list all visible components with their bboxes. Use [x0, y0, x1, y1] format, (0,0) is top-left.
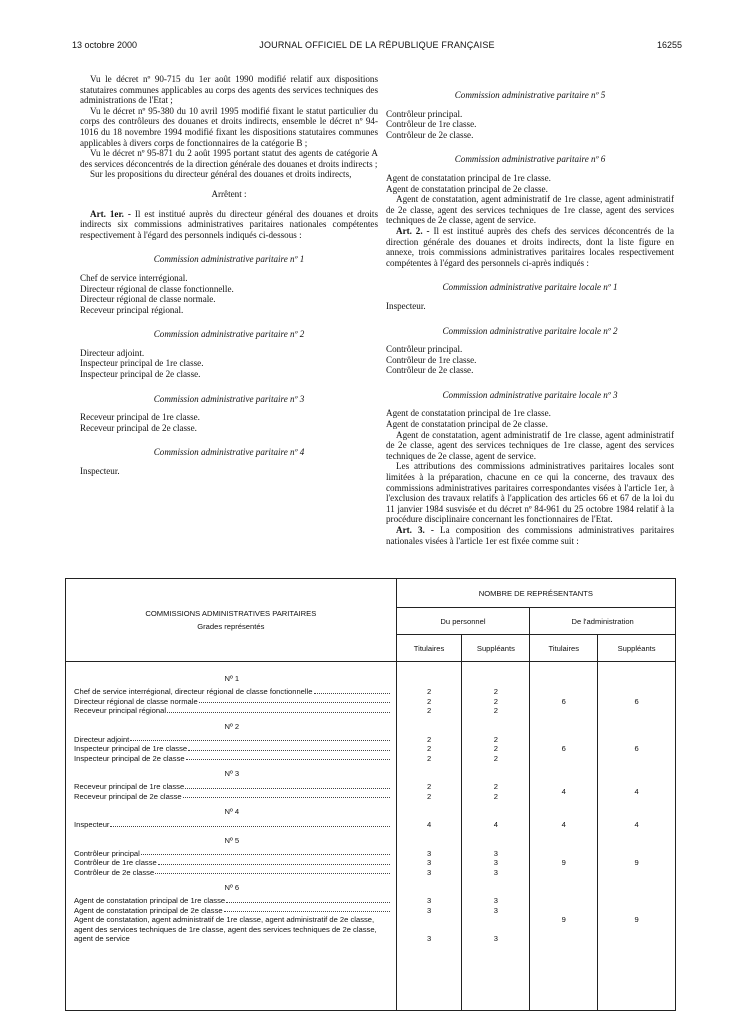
- commission-heading: Commission administrative paritaire locale nº 3: [442, 389, 618, 400]
- commission-grade-item: Receveur principal de 2e classe.: [80, 422, 197, 433]
- commission-grade-item: Agent de constatation principal de 1re classe.: [386, 408, 551, 419]
- article-1: [80, 209, 378, 241]
- table-value: 3: [493, 867, 499, 877]
- article-3: [386, 525, 674, 546]
- commission-list: [386, 344, 674, 376]
- article-3-label: Art. 3. -: [396, 525, 434, 535]
- commission-grade-item: Contrôleur principal.: [386, 344, 463, 355]
- table-grade-row: [74, 706, 390, 716]
- commission-grade-item: Directeur régional de classe fonctionnelle.: [80, 283, 234, 294]
- visa-paragraph: Vu le décret nº 90-715 du 1er août 1990 modifié relatif aux dispositions statutaires communes applicables au corps des agents des services techniques des administrations de l'Etat ;: [80, 74, 378, 106]
- visa-paragraph: Sur les propositions du directeur général des douanes et droits indirects,: [90, 169, 352, 180]
- table-header-title: COMMISSIONS ADMINISTRATIVES PARITAIRES: [145, 609, 317, 618]
- header-page-number: 16255: [656, 40, 682, 50]
- article-2: [386, 226, 674, 268]
- table-grade-row: [74, 754, 390, 764]
- article-3-text: La composition des commissions administratives paritaires nationales visées à l'article 1er est fixée comme suit :: [386, 525, 674, 546]
- table-grade-label: Contrôleur principal: [74, 848, 140, 858]
- right-column: [386, 74, 674, 546]
- table-group-title: Nº 5: [224, 835, 240, 845]
- table-col-personnel-titulaires: [396, 662, 462, 1011]
- table-value: 3: [426, 848, 432, 858]
- table-value: 4: [634, 820, 639, 829]
- composition-table: [65, 578, 676, 1011]
- table-grades-cell: [66, 662, 397, 1011]
- table-value: 2: [426, 706, 432, 715]
- commission-grade-item: Directeur adjoint.: [80, 347, 145, 358]
- table-grade-label: Directeur adjoint: [74, 734, 130, 744]
- arretent-heading: Arrêtent :: [211, 188, 247, 199]
- table-group-title: Nº 4: [224, 807, 240, 816]
- article-2-label: Art. 2. -: [396, 225, 430, 236]
- header-date: 13 octobre 2000: [72, 40, 138, 50]
- page-header: [72, 40, 682, 54]
- commission-grade-item: Contrôleur principal.: [386, 108, 463, 119]
- commission-grade-item: Contrôleur de 2e classe.: [386, 129, 474, 140]
- commission-long-item: Agent de constatation, agent administratif de 1re classe, agent administratif de 2e classe, agent des services techniques de 1re classe, agent des services techniques de 2e classe, agent de service.: [386, 429, 674, 461]
- commission-grade-item: Agent de constatation principal de 2e classe.: [386, 419, 548, 430]
- table-value: 4: [561, 820, 566, 829]
- commission-list: [80, 348, 378, 380]
- dot-leader: [155, 868, 389, 875]
- table-header-personnel: Du personnel: [396, 608, 530, 635]
- table-value: 3: [426, 858, 432, 867]
- table-header-administration: De l'administration: [530, 608, 676, 635]
- table-value: 2: [426, 687, 432, 696]
- commission-list: [80, 412, 378, 433]
- table-grade-label: Chef de service interrégional, directeur régional de classe fonctionnelle: [74, 687, 313, 696]
- table-grade-row: [74, 868, 390, 878]
- table-value: 3: [426, 905, 432, 915]
- table-grade-label: Receveur principal régional: [74, 706, 167, 715]
- commission-grade-item: Receveur principal de 1re classe.: [80, 412, 200, 423]
- commission-grade-item: Chef de service interrégional.: [80, 272, 188, 283]
- commission-grade-item: Inspecteur principal de 1re classe.: [80, 358, 204, 369]
- dot-leader: [226, 896, 390, 903]
- commission-list: [386, 109, 674, 141]
- commission-heading: Commission administrative paritaire locale nº 2: [442, 325, 618, 336]
- table-value: 6: [561, 744, 566, 753]
- table-value: 3: [493, 905, 499, 915]
- commission-heading: Commission administrative paritaire nº 6: [454, 154, 606, 165]
- table-col-admin-suppleants: [598, 662, 676, 1011]
- table-header-subtitle: Grades représentés: [197, 622, 265, 631]
- table-value: 2: [493, 687, 499, 696]
- dot-leader: [167, 706, 390, 713]
- commission-grade-item: Inspecteur principal de 2e classe.: [80, 369, 201, 380]
- table-value: 6: [634, 744, 639, 753]
- table-grade-label: Directeur régional de classe normale: [74, 696, 198, 706]
- dot-leader: [224, 906, 390, 913]
- dot-leader: [185, 782, 389, 789]
- table-value: 2: [426, 696, 432, 706]
- article-2-text: Il est institué auprès des chefs des services déconcentrés de la direction générale des douanes et droits indirects, dont la liste figure en annexe, trois commissions administratives paritaires locales respectivement compétentes à l'égard des personnels ci-après indiqués :: [386, 225, 674, 268]
- dot-leader: [110, 820, 389, 827]
- commission-list: [80, 273, 378, 315]
- table-grade-row: [74, 906, 390, 916]
- table-value: 2: [426, 744, 432, 753]
- commission-grade-item: Directeur régional de classe normale.: [80, 294, 216, 305]
- table-group-title: Nº 3: [224, 769, 240, 778]
- dot-leader: [314, 687, 390, 694]
- commission-grade-item: Contrôleur de 2e classe.: [386, 365, 474, 376]
- commission-long-item: Agent de constatation, agent administratif de 1re classe, agent administratif de 2e classe, agent des services techniques de 1re classe, agent des services techniques de 2e classe, agent de service.: [386, 194, 674, 226]
- table-value: 2: [493, 734, 499, 744]
- table-grade-label: Receveur principal de 2e classe: [74, 791, 182, 801]
- table-value: 3: [426, 896, 432, 905]
- commission-grade-item: Receveur principal régional.: [80, 304, 184, 315]
- table-group-title: Nº 1: [224, 674, 240, 683]
- commission-list: [386, 301, 674, 312]
- commission-list: [80, 466, 378, 477]
- table-header-titulaires: Titulaires: [396, 635, 462, 662]
- table-value: 2: [493, 706, 499, 715]
- table-value: 2: [493, 791, 499, 801]
- table-value: 2: [426, 782, 432, 791]
- table-grade-label: Contrôleur de 2e classe: [74, 867, 155, 877]
- table-grade-row: [74, 782, 390, 792]
- table-value: 4: [493, 820, 499, 829]
- commission-grade-item: Agent de constatation principal de 1re classe.: [386, 172, 551, 183]
- table-group-title: Nº 6: [224, 883, 240, 892]
- commission-grade-item: Inspecteur.: [80, 466, 120, 477]
- table-grade-row: [74, 896, 390, 906]
- commission-heading: Commission administrative paritaire nº 3: [153, 393, 305, 404]
- commission-heading: Commission administrative paritaire nº 4: [153, 447, 305, 458]
- table-value: 4: [561, 786, 566, 796]
- table-grade-row: [74, 792, 390, 802]
- table-value: 4: [634, 786, 639, 796]
- table-grade-row: [74, 820, 390, 830]
- dot-leader: [199, 697, 390, 704]
- dot-leader: [158, 858, 390, 865]
- commission-grade-item: Contrôleur de 1re classe.: [386, 119, 477, 130]
- table-value: 2: [493, 753, 499, 763]
- table-value: 3: [426, 934, 432, 943]
- table-grade-row: [74, 697, 390, 707]
- article-1-text: Il est institué auprès du directeur général des douanes et droits indirects six commissions administratives paritaires nationales compétentes respectivement à l'égard des personnels indiqués ci-dessous :: [80, 208, 379, 240]
- table-value: 4: [426, 820, 432, 829]
- table-value: 9: [634, 858, 639, 867]
- table-value: 9: [561, 915, 566, 924]
- commission-heading: Commission administrative paritaire locale nº 1: [442, 282, 618, 293]
- table-value: 9: [634, 915, 639, 924]
- table-group-title: Nº 2: [224, 721, 240, 731]
- article-1-label: Art. 1er. -: [90, 208, 131, 219]
- table-value: 3: [493, 848, 499, 858]
- table-value: 9: [561, 858, 566, 867]
- commission-grade-item: Inspecteur.: [386, 300, 426, 311]
- table-value: 2: [426, 753, 432, 763]
- table-col-personnel-suppleants: [462, 662, 530, 1011]
- table-grade-label: Inspecteur principal de 2e classe: [74, 753, 185, 763]
- visa-paragraph: Vu le décret nº 95-871 du 2 août 1995 portant statut des agents de catégorie A des services déconcentrés de la direction générale des douanes et droits indirects ;: [80, 148, 378, 169]
- table-grade-label: Inspecteur principal de 1re classe: [74, 744, 188, 753]
- table-value: 3: [493, 858, 499, 867]
- commission-list: [386, 173, 674, 194]
- left-column: [80, 74, 378, 477]
- attributions-paragraph: Les attributions des commissions administratives paritaires locales sont limitées à la préparation, chacune en ce qui la concerne, des travaux des commissions administratives paritaires correspondantes visées à l'article 1er, à l'exclusion des travaux relatifs à l'application des articles 66 et 67 de la loi du 11 janvier 1984 susvisée et du décret nº 84-961 du 25 octobre 1984 relatif à la procédure disciplinaire concernant les fonctionnaires de l'Etat.: [386, 461, 674, 525]
- table-grade-label: Contrôleur de 1re classe: [74, 858, 157, 867]
- commission-grade-item: Contrôleur de 1re classe.: [386, 354, 477, 365]
- commission-heading: Commission administrative paritaire nº 5: [454, 90, 606, 100]
- table-value: 3: [493, 934, 499, 943]
- table-grade-label: Receveur principal de 1re classe: [74, 782, 185, 791]
- table-header-nombre: NOMBRE DE REPRÉSENTANTS: [396, 579, 675, 608]
- commission-list: [386, 408, 674, 429]
- table-header-suppleants: Suppléants: [462, 635, 530, 662]
- table-grade-row: [74, 744, 390, 754]
- commission-heading: Commission administrative paritaire nº 1: [153, 254, 305, 265]
- table-value: 2: [426, 734, 432, 744]
- table-grade-long-row: Agent de constatation, agent administratif de 1re classe, agent administratif de 2e classe, agent des services techniques de 1re classe, agent des services techniques de 2e classe, agent de service: [74, 915, 377, 943]
- table-value: 6: [634, 696, 639, 706]
- table-grade-row: [74, 858, 390, 868]
- table-value: 2: [426, 791, 432, 801]
- table-value: 6: [561, 696, 566, 706]
- table-value: 3: [426, 867, 432, 877]
- dot-leader: [141, 849, 390, 856]
- visa-paragraph: Vu le décret nº 95-380 du 10 avril 1995 modifié fixant le statut particulier du corps des contrôleurs des douanes et droits indirects, ensemble le décret nº 94-1016 du 18 novembre 1994 modifié fixant les dispositions statutaires communes applicables à divers corps de fonctionnaires de la catégorie B ;: [80, 105, 378, 148]
- commission-heading: Commission administrative paritaire nº 2: [153, 329, 305, 340]
- table-header-suppleants: Suppléants: [598, 635, 676, 662]
- table-grade-label: Inspecteur: [74, 820, 110, 829]
- dot-leader: [130, 735, 389, 742]
- table-value: 3: [493, 896, 499, 905]
- dot-leader: [183, 792, 390, 799]
- table-value: 2: [493, 782, 499, 791]
- dot-leader: [188, 744, 390, 751]
- table-value: 2: [493, 744, 499, 753]
- table-grade-row: [74, 849, 390, 859]
- table-grade-row: [74, 687, 390, 697]
- table-grade-row: [74, 735, 390, 745]
- table-left-header: [66, 579, 397, 662]
- table-grade-label: Agent de constatation principal de 2e classe: [74, 905, 223, 915]
- table-value: 2: [493, 696, 499, 706]
- table-header-titulaires: Titulaires: [530, 635, 598, 662]
- dot-leader: [186, 754, 390, 761]
- commission-grade-item: Agent de constatation principal de 2e classe.: [386, 183, 548, 194]
- header-journal-title: JOURNAL OFFICIEL DE LA RÉPUBLIQUE FRANÇAISE: [259, 40, 495, 50]
- table-col-admin-titulaires: [530, 662, 598, 1011]
- table-grade-label: Agent de constatation principal de 1re classe: [74, 896, 226, 905]
